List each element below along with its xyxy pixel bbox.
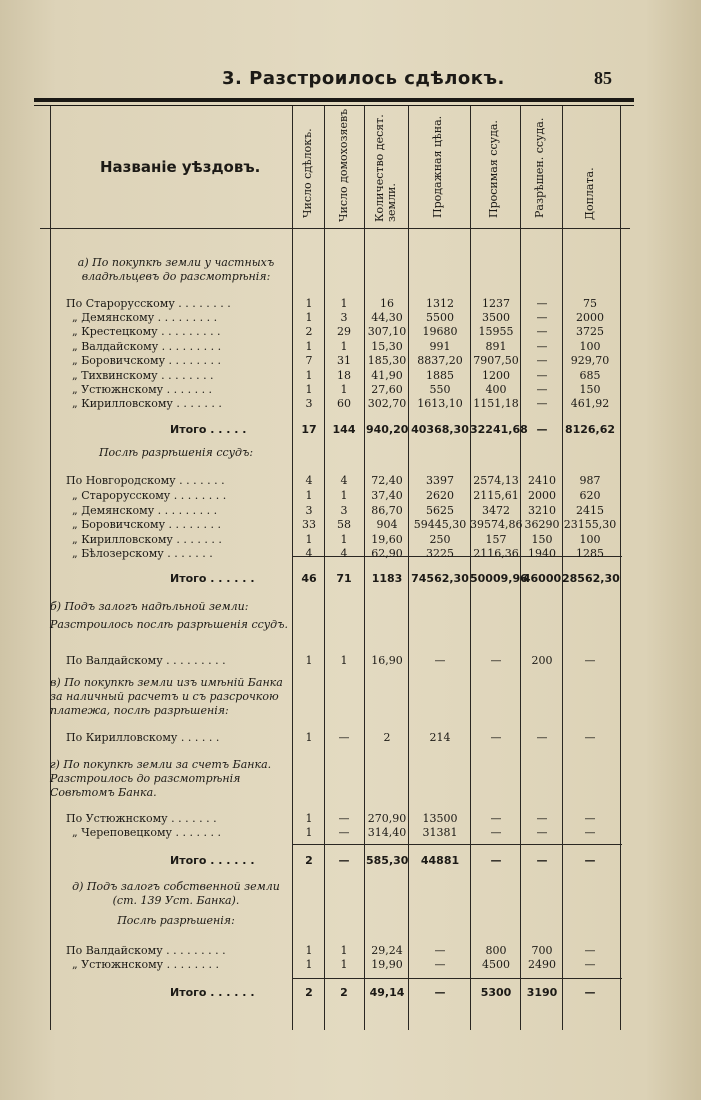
- cell-col2: 1: [340, 340, 348, 353]
- cell-col4: 2620: [426, 489, 454, 502]
- cell-col3: 62,90: [371, 547, 403, 560]
- cell-col7: 685: [579, 369, 601, 382]
- column-divider: [324, 106, 325, 1030]
- cell-col6: 46000: [522, 572, 562, 585]
- cell-col5: 5300: [480, 986, 512, 999]
- cell-col2: 29: [337, 325, 351, 338]
- cell-col7: —: [584, 654, 596, 667]
- total-row: [0, 986, 701, 1000]
- cell-col3: 302,70: [367, 397, 407, 410]
- page-header-title: 3. Разстроилось сдѣлокъ.: [222, 68, 505, 89]
- cell-col4: 550: [429, 383, 451, 396]
- cell-col7: —: [584, 812, 596, 825]
- column-header-area: Количество десят. земли.: [373, 114, 398, 222]
- cell-col7: 461,92: [570, 397, 610, 410]
- table-row: [0, 518, 701, 532]
- table-row: [0, 297, 701, 311]
- row-label: По Новгородскому . . . . . . .: [66, 474, 225, 487]
- cell-col3: 16: [380, 297, 394, 310]
- cell-col4: 13500: [422, 812, 458, 825]
- row-label: „ Череповецкому . . . . . . .: [72, 826, 221, 839]
- cell-col3: 270,90: [367, 812, 407, 825]
- cell-col1: 1: [305, 297, 313, 310]
- cell-col6: 200: [531, 654, 553, 667]
- cell-col5: 4500: [482, 958, 510, 971]
- cell-col6: 36290: [524, 518, 560, 531]
- total-rule: [292, 844, 622, 845]
- table-row: [0, 397, 701, 411]
- cell-col1: 33: [302, 518, 316, 531]
- table-row: [0, 812, 701, 826]
- cell-col4: 991: [429, 340, 451, 353]
- cell-col7: 929,70: [570, 354, 610, 367]
- cell-col2: 4: [340, 547, 348, 560]
- cell-col1: 1: [305, 311, 313, 324]
- cell-col2: 3: [340, 504, 348, 517]
- cell-col3: 2: [383, 731, 391, 744]
- cell-col2: —: [338, 812, 350, 825]
- cell-col1: 3: [305, 397, 313, 410]
- cell-col2: 71: [336, 572, 352, 585]
- cell-col6: —: [536, 369, 548, 382]
- cell-col4: 19680: [422, 325, 458, 338]
- cell-col5: 400: [485, 383, 507, 396]
- cell-col5: 50009,96: [470, 572, 528, 585]
- cell-col6: 2490: [528, 958, 556, 971]
- cell-col7: 2000: [576, 311, 604, 324]
- cell-col3: 49,14: [369, 986, 405, 999]
- cell-col1: 4: [305, 547, 313, 560]
- cell-col3: 585,30: [366, 854, 409, 867]
- cell-col5: 800: [485, 944, 507, 957]
- cell-col5: 2115,61: [473, 489, 519, 502]
- cell-col7: 8126,62: [564, 423, 616, 436]
- cell-col3: 185,30: [367, 354, 407, 367]
- cell-col3: 86,70: [371, 504, 403, 517]
- total-rule: [292, 978, 622, 979]
- cell-col6: 2410: [528, 474, 556, 487]
- section-g-title: г) По покупкѣ земли за счетъ Банка. Разстроилось до разсмотрѣнія Совѣтомъ Банка.: [50, 758, 272, 799]
- cell-col2: 3: [340, 311, 348, 324]
- table-row: [0, 369, 701, 383]
- cell-col7: —: [584, 958, 596, 971]
- cell-col4: 5500: [426, 311, 454, 324]
- cell-col5: 15955: [478, 325, 514, 338]
- cell-col6: —: [536, 397, 548, 410]
- row-label: „ Демянскому . . . . . . . . .: [72, 504, 218, 517]
- cell-col5: 1200: [482, 369, 510, 382]
- cell-col2: 1: [340, 654, 348, 667]
- cell-col7: —: [584, 986, 596, 999]
- cell-col3: 904: [376, 518, 398, 531]
- column-divider: [520, 106, 521, 1030]
- cell-col6: —: [536, 325, 548, 338]
- cell-col5: 891: [485, 340, 507, 353]
- table-row: [0, 340, 701, 354]
- cell-col1: 1: [305, 944, 313, 957]
- section-b-title: б) Подъ залогъ надѣльной земли:: [50, 600, 249, 613]
- cell-col6: —: [536, 423, 548, 436]
- cell-col4: 44881: [420, 854, 460, 867]
- cell-col6: 3210: [528, 504, 556, 517]
- section-d-sub: Послѣ разрѣшенія:: [117, 914, 235, 927]
- row-label: „ Тихвинскому . . . . . . . .: [72, 369, 214, 382]
- table-row: [0, 944, 701, 958]
- cell-col3: 72,40: [371, 474, 403, 487]
- cell-col2: 31: [337, 354, 351, 367]
- cell-col3: 27,60: [371, 383, 403, 396]
- cell-col6: 2000: [528, 489, 556, 502]
- row-label: Итого . . . . . .: [170, 572, 255, 585]
- header-divider: [40, 228, 630, 229]
- cell-col6: —: [536, 354, 548, 367]
- total-row: [0, 572, 701, 586]
- cell-col3: 940,20: [366, 423, 409, 436]
- cell-col2: 4: [340, 474, 348, 487]
- cell-col5: 3472: [482, 504, 510, 517]
- cell-col5: —: [490, 826, 502, 839]
- cell-col2: —: [338, 731, 350, 744]
- section-v-title: в) По покупкѣ земли изъ имѣній Банка за наличный расчетъ и съ разсрочкою платежа, послѣ разрѣшенія:: [50, 676, 283, 717]
- cell-col5: 2116,36: [473, 547, 519, 560]
- table-row: [0, 311, 701, 325]
- row-label: По Кирилловскому . . . . . .: [66, 731, 220, 744]
- column-divider: [292, 106, 293, 1030]
- cell-col2: 1: [340, 944, 348, 957]
- table-row: [0, 533, 701, 547]
- cell-col5: 1237: [482, 297, 510, 310]
- cell-col6: —: [536, 854, 548, 867]
- cell-col4: —: [434, 654, 446, 667]
- cell-col4: —: [434, 958, 446, 971]
- cell-col5: —: [490, 854, 502, 867]
- cell-col2: 1: [340, 958, 348, 971]
- section-a-title: а) По покупкѣ земли у частныхъ владѣльцевъ до разсмотрѣнія:: [77, 256, 275, 283]
- cell-col3: 29,24: [371, 944, 403, 957]
- cell-col3: 41,90: [371, 369, 403, 382]
- cell-col1: 1: [305, 369, 313, 382]
- cell-col6: —: [536, 297, 548, 310]
- cell-col5: 32241,68: [470, 423, 528, 436]
- cell-col7: —: [584, 826, 596, 839]
- column-divider: [470, 106, 471, 1030]
- cell-col6: 700: [531, 944, 553, 957]
- cell-col3: 19,90: [371, 958, 403, 971]
- column-divider: [620, 106, 621, 1030]
- total-row: [0, 854, 701, 868]
- cell-col5: —: [490, 654, 502, 667]
- row-label: „ Демянскому . . . . . . . . .: [72, 311, 218, 324]
- cell-col7: 987: [579, 474, 601, 487]
- cell-col4: 31381: [422, 826, 458, 839]
- cell-col3: 307,10: [367, 325, 407, 338]
- cell-col7: 100: [579, 533, 601, 546]
- cell-col1: 1: [305, 340, 313, 353]
- column-header-deals: Число сдѣлокъ.: [301, 128, 314, 218]
- cell-col1: 3: [305, 504, 313, 517]
- cell-col4: 3397: [426, 474, 454, 487]
- cell-col7: 150: [579, 383, 601, 396]
- cell-col6: 150: [531, 533, 553, 546]
- cell-col1: 4: [305, 474, 313, 487]
- cell-col7: 1285: [576, 547, 604, 560]
- cell-col7: —: [584, 731, 596, 744]
- column-divider: [50, 106, 51, 1030]
- row-label: Итого . . . . . .: [170, 854, 255, 867]
- cell-col4: —: [434, 944, 446, 957]
- table-row: [0, 654, 701, 668]
- cell-col7: —: [584, 854, 596, 867]
- cell-col6: —: [536, 826, 548, 839]
- cell-col2: 58: [337, 518, 351, 531]
- row-label: „ Боровичскому . . . . . . . .: [72, 354, 221, 367]
- cell-col6: —: [536, 340, 548, 353]
- cell-col4: 40368,30: [411, 423, 469, 436]
- cell-col4: 250: [429, 533, 451, 546]
- cell-col7: —: [584, 944, 596, 957]
- cell-col6: —: [536, 311, 548, 324]
- row-label: По Валдайскому . . . . . . . . .: [66, 944, 226, 957]
- cell-col7: 2415: [576, 504, 604, 517]
- section-a-after: Послѣ разрѣшенія ссудъ:: [98, 446, 254, 459]
- column-header-approved-loan: Разрѣшен. ссуда.: [533, 117, 546, 218]
- cell-col2: —: [338, 854, 350, 867]
- cell-col2: 1: [340, 533, 348, 546]
- cell-col4: 74562,30: [411, 572, 469, 585]
- row-label: По Валдайскому . . . . . . . . .: [66, 654, 226, 667]
- table-row: [0, 958, 701, 972]
- cell-col4: 8837,20: [417, 354, 463, 367]
- column-header-households: Число домохозяевъ: [337, 108, 350, 222]
- table-row: [0, 354, 701, 368]
- row-label: „ Устюжнскому . . . . . . . .: [72, 958, 220, 971]
- total-row: [0, 423, 701, 437]
- cell-col3: 37,40: [371, 489, 403, 502]
- cell-col5: 157: [485, 533, 507, 546]
- cell-col1: 2: [305, 986, 313, 999]
- cell-col1: 1: [305, 383, 313, 396]
- row-label: По Старорусскому . . . . . . . .: [66, 297, 231, 310]
- cell-col2: 60: [337, 397, 351, 410]
- cell-col2: 1: [340, 297, 348, 310]
- row-label: „ Кирилловскому . . . . . . .: [72, 533, 222, 546]
- cell-col5: —: [490, 812, 502, 825]
- row-label: „ Крестецкому . . . . . . . . .: [72, 325, 221, 338]
- column-divider: [408, 106, 409, 1030]
- cell-col6: —: [536, 731, 548, 744]
- cell-col6: —: [536, 812, 548, 825]
- cell-col5: 3500: [482, 311, 510, 324]
- cell-col5: 2574,13: [473, 474, 519, 487]
- cell-col2: 2: [340, 986, 348, 999]
- cell-col5: 1151,18: [473, 397, 519, 410]
- cell-col4: 1613,10: [417, 397, 463, 410]
- row-label: Итого . . . . .: [170, 423, 247, 436]
- table-row: [0, 474, 701, 488]
- cell-col6: 1940: [528, 547, 556, 560]
- cell-col1: 46: [301, 572, 317, 585]
- cell-col7: 620: [579, 489, 601, 502]
- table-row: [0, 489, 701, 503]
- cell-col2: 144: [332, 423, 356, 436]
- cell-col4: 1312: [426, 297, 454, 310]
- column-divider: [562, 106, 563, 1030]
- cell-col1: 1: [305, 533, 313, 546]
- cell-col1: 17: [301, 423, 317, 436]
- cell-col3: 19,60: [371, 533, 403, 546]
- section-d-title: д) Подъ залогъ собственной земли (ст. 139 Уст. Банка).: [72, 880, 280, 907]
- table-row: [0, 383, 701, 397]
- column-divider: [364, 106, 365, 1030]
- row-label: Итого . . . . . .: [170, 986, 255, 999]
- cell-col4: 1885: [426, 369, 454, 382]
- cell-col7: 3725: [576, 325, 604, 338]
- cell-col1: 2: [305, 854, 313, 867]
- header-rule-thin: [34, 105, 634, 106]
- cell-col1: 7: [305, 354, 313, 367]
- cell-col2: 1: [340, 383, 348, 396]
- cell-col3: 15,30: [371, 340, 403, 353]
- cell-col3: 1183: [371, 572, 403, 585]
- page-number: 85: [594, 68, 612, 88]
- cell-col1: 1: [305, 489, 313, 502]
- cell-col4: 5625: [426, 504, 454, 517]
- row-label: „ Устюжнскому . . . . . . .: [72, 383, 213, 396]
- cell-col1: 1: [305, 731, 313, 744]
- cell-col7: 100: [579, 340, 601, 353]
- header-rule: [34, 98, 634, 102]
- cell-col6: 3190: [526, 986, 558, 999]
- cell-col3: 16,90: [371, 654, 403, 667]
- table-row: [0, 731, 701, 745]
- column-header-requested-loan: Просимая ссуда.: [487, 120, 500, 218]
- cell-col4: 214: [429, 731, 451, 744]
- cell-col5: —: [490, 731, 502, 744]
- table-row: [0, 826, 701, 840]
- row-label: „ Кирилловскому . . . . . . .: [72, 397, 222, 410]
- row-label: „ Валдайскому . . . . . . . . .: [72, 340, 222, 353]
- column-header-price: Продажная цѣна.: [431, 115, 444, 218]
- row-label: „ Боровичскому . . . . . . . .: [72, 518, 221, 531]
- table-row: [0, 325, 701, 339]
- cell-col5: 39574,86: [470, 518, 523, 531]
- cell-col2: —: [338, 826, 350, 839]
- cell-col4: 59445,30: [413, 518, 467, 531]
- cell-col1: 1: [305, 812, 313, 825]
- row-label: „ Старорусскому . . . . . . . .: [72, 489, 227, 502]
- cell-col4: 3225: [426, 547, 454, 560]
- section-b-sub: Разстроилось послѣ разрѣшенія ссудъ.: [50, 618, 288, 631]
- cell-col6: —: [536, 383, 548, 396]
- cell-col1: 1: [305, 958, 313, 971]
- cell-col2: 18: [337, 369, 351, 382]
- cell-col5: 7907,50: [473, 354, 519, 367]
- row-label: По Устюжнскому . . . . . . .: [66, 812, 217, 825]
- cell-col4: —: [434, 986, 446, 999]
- cell-col3: 314,40: [367, 826, 407, 839]
- table-row: [0, 547, 701, 561]
- table-row: [0, 504, 701, 518]
- row-label: „ Бѣлозерскому . . . . . . .: [72, 547, 213, 560]
- cell-col2: 1: [340, 489, 348, 502]
- cell-col1: 1: [305, 654, 313, 667]
- column-header-name: Названіе уѣздовъ.: [100, 158, 261, 176]
- cell-col3: 44,30: [371, 311, 403, 324]
- cell-col1: 2: [305, 325, 313, 338]
- column-header-surcharge: Доплата.: [583, 167, 596, 220]
- cell-col1: 1: [305, 826, 313, 839]
- cell-col7: 28562,30: [562, 572, 620, 585]
- cell-col7: 75: [583, 297, 597, 310]
- cell-col7: 23155,30: [563, 518, 617, 531]
